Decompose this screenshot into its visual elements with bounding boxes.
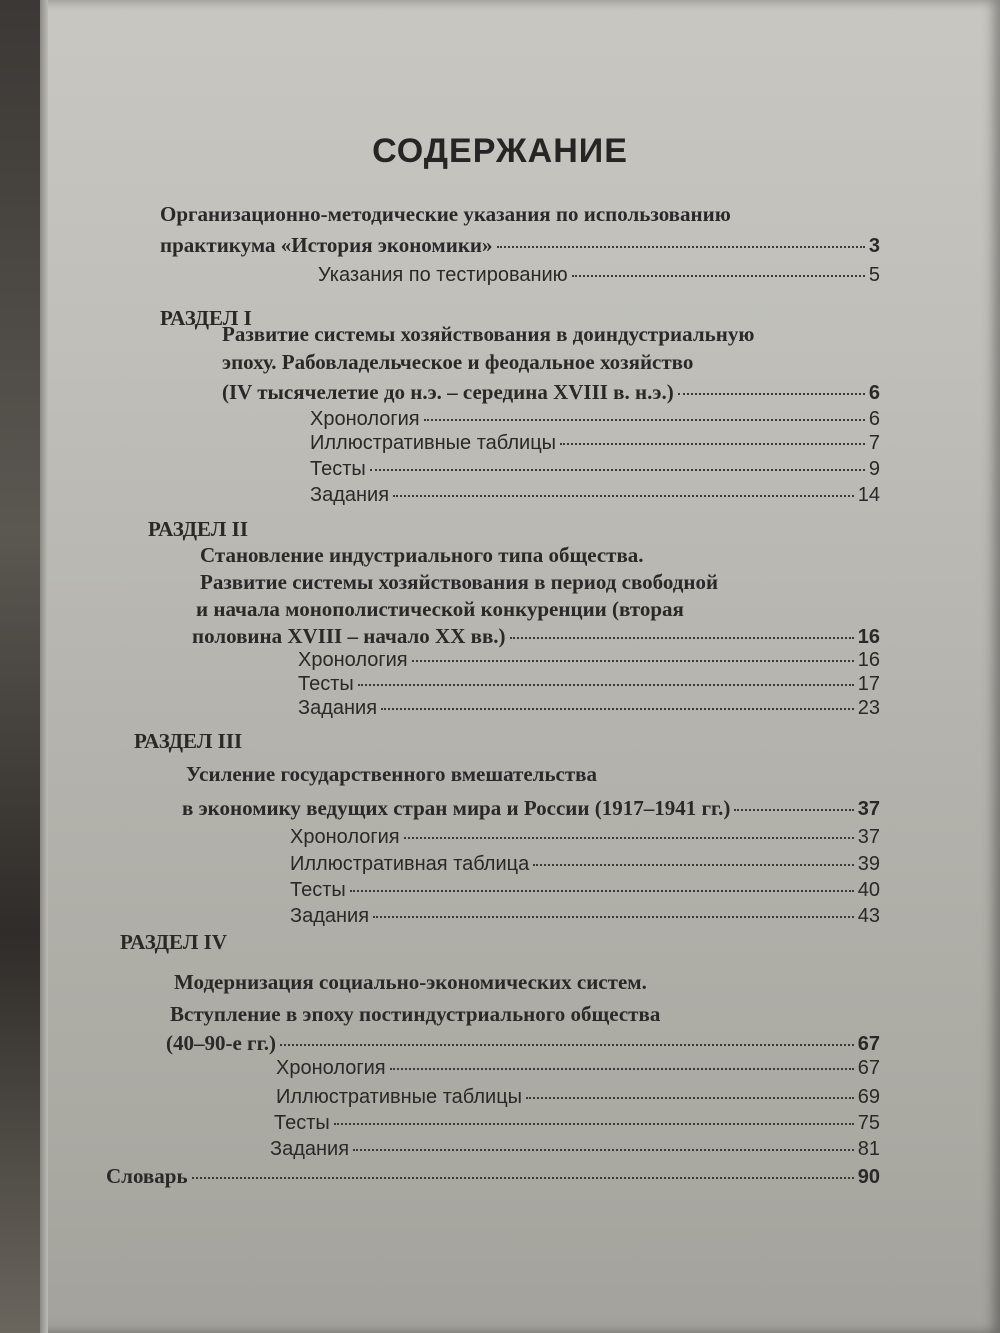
- section4-heading: РАЗДЕЛ IV: [120, 930, 227, 954]
- page-title: СОДЕРЖАНИЕ: [372, 132, 628, 170]
- dot-leader: [353, 1149, 854, 1151]
- section4-entry[interactable]: (40–90-е гг.) 67: [166, 1031, 880, 1055]
- section3-item-tests[interactable]: Тесты 40: [290, 879, 880, 901]
- section1-item-tests[interactable]: Тесты 9: [310, 458, 880, 480]
- dot-leader: [390, 1068, 854, 1070]
- dot-leader: [350, 890, 854, 892]
- dot-leader: [404, 837, 854, 839]
- dot-leader: [526, 1097, 854, 1099]
- dot-leader: [370, 469, 865, 471]
- page-number: 16: [857, 649, 880, 671]
- dot-leader: [192, 1177, 854, 1179]
- section1-title-line2: эпоху. Рабовладельческое и феодальное хозяйство: [222, 350, 694, 374]
- page-number: 69: [857, 1086, 880, 1108]
- page-number: 67: [857, 1033, 880, 1055]
- dot-leader: [358, 684, 854, 686]
- dot-leader: [497, 246, 865, 248]
- page-number: 81: [857, 1138, 880, 1160]
- dot-leader: [280, 1044, 854, 1046]
- page-number: 16: [857, 626, 880, 648]
- page-number: 75: [857, 1112, 880, 1134]
- dot-leader: [334, 1123, 854, 1125]
- glossary-entry[interactable]: Словарь 90: [106, 1164, 880, 1188]
- section2-item-tests[interactable]: Тесты 17: [298, 673, 880, 695]
- section2-title-line2: Развитие системы хозяйствования в период свободной: [200, 570, 719, 594]
- section3-entry[interactable]: в экономику ведущих стран мира и России (1917–1941 гг.) 37: [182, 796, 880, 820]
- section3-item-tasks[interactable]: Задания 43: [290, 905, 880, 927]
- page-number: 37: [857, 826, 880, 848]
- section1-item-tables[interactable]: Иллюстративные таблицы 7: [310, 432, 880, 454]
- section1-item-chronology[interactable]: Хронология 6: [310, 408, 880, 430]
- dot-leader: [412, 660, 854, 662]
- toc-intro-line1: Организационно-методические указания по использованию: [160, 202, 731, 226]
- section4-item-chronology[interactable]: Хронология 67: [276, 1057, 880, 1079]
- page-number: 6: [868, 382, 880, 404]
- page-number: 39: [857, 853, 880, 875]
- page-number: 14: [857, 484, 880, 506]
- section1-entry[interactable]: (IV тысячелетие до н.э. – середина XVIII в. н.э.) 6: [222, 380, 880, 404]
- section3-heading: РАЗДЕЛ III: [134, 729, 243, 753]
- page-number: 90: [857, 1166, 880, 1188]
- section4-item-tests[interactable]: Тесты 75: [274, 1112, 880, 1134]
- page-number: 37: [857, 798, 880, 820]
- page-number: 9: [868, 458, 880, 480]
- section4-title-line1: Модернизация социально-экономических систем.: [174, 970, 647, 994]
- page-number: 23: [857, 697, 880, 719]
- section3-title-line1: Усиление государственного вмешательства: [186, 762, 598, 786]
- dot-leader: [572, 275, 865, 277]
- page-number: 3: [868, 235, 880, 257]
- section4-title-line2: Вступление в эпоху постиндустриального общества: [170, 1002, 661, 1026]
- section2-title-line3: и начала монополистической конкуренции (вторая: [196, 597, 684, 621]
- page-number: 67: [857, 1057, 880, 1079]
- dot-leader: [424, 419, 865, 421]
- section2-item-chronology[interactable]: Хронология 16: [298, 649, 880, 671]
- dot-leader: [678, 393, 865, 395]
- section2-title-line1: Становление индустриального типа общества.: [200, 543, 644, 567]
- page-number: 40: [857, 879, 880, 901]
- page-number: 17: [857, 673, 880, 695]
- section3-item-table[interactable]: Иллюстративная таблица 39: [290, 853, 880, 875]
- dot-leader: [510, 637, 854, 639]
- section2-entry[interactable]: половина XVIII – начало XX вв.) 16: [192, 624, 880, 648]
- page-number: 7: [868, 432, 880, 454]
- section1-item-tasks[interactable]: Задания 14: [310, 484, 880, 506]
- section3-item-chronology[interactable]: Хронология 37: [290, 826, 880, 848]
- section1-heading: РАЗДЕЛ I: [160, 306, 252, 330]
- page-number: 43: [857, 905, 880, 927]
- dot-leader: [373, 916, 854, 918]
- dot-leader: [533, 864, 854, 866]
- page-number: 6: [868, 408, 880, 430]
- toc-intro-sub-entry[interactable]: Указания по тестированию 5: [318, 264, 880, 286]
- page-number: 5: [868, 264, 880, 286]
- dot-leader: [393, 495, 854, 497]
- section4-item-tasks[interactable]: Задания 81: [270, 1138, 880, 1160]
- section2-item-tasks[interactable]: Задания 23: [298, 697, 880, 719]
- page-edge: [40, 0, 48, 1333]
- section4-item-tables[interactable]: Иллюстративные таблицы 69: [276, 1086, 880, 1108]
- dot-leader: [734, 809, 853, 811]
- dot-leader: [381, 708, 854, 710]
- section2-heading: РАЗДЕЛ II: [148, 517, 249, 541]
- dot-leader: [560, 443, 865, 445]
- toc-intro-entry[interactable]: практикума «История экономики» 3: [160, 233, 880, 257]
- section1-title-line1: Развитие системы хозяйствования в доиндустриальную: [222, 322, 755, 346]
